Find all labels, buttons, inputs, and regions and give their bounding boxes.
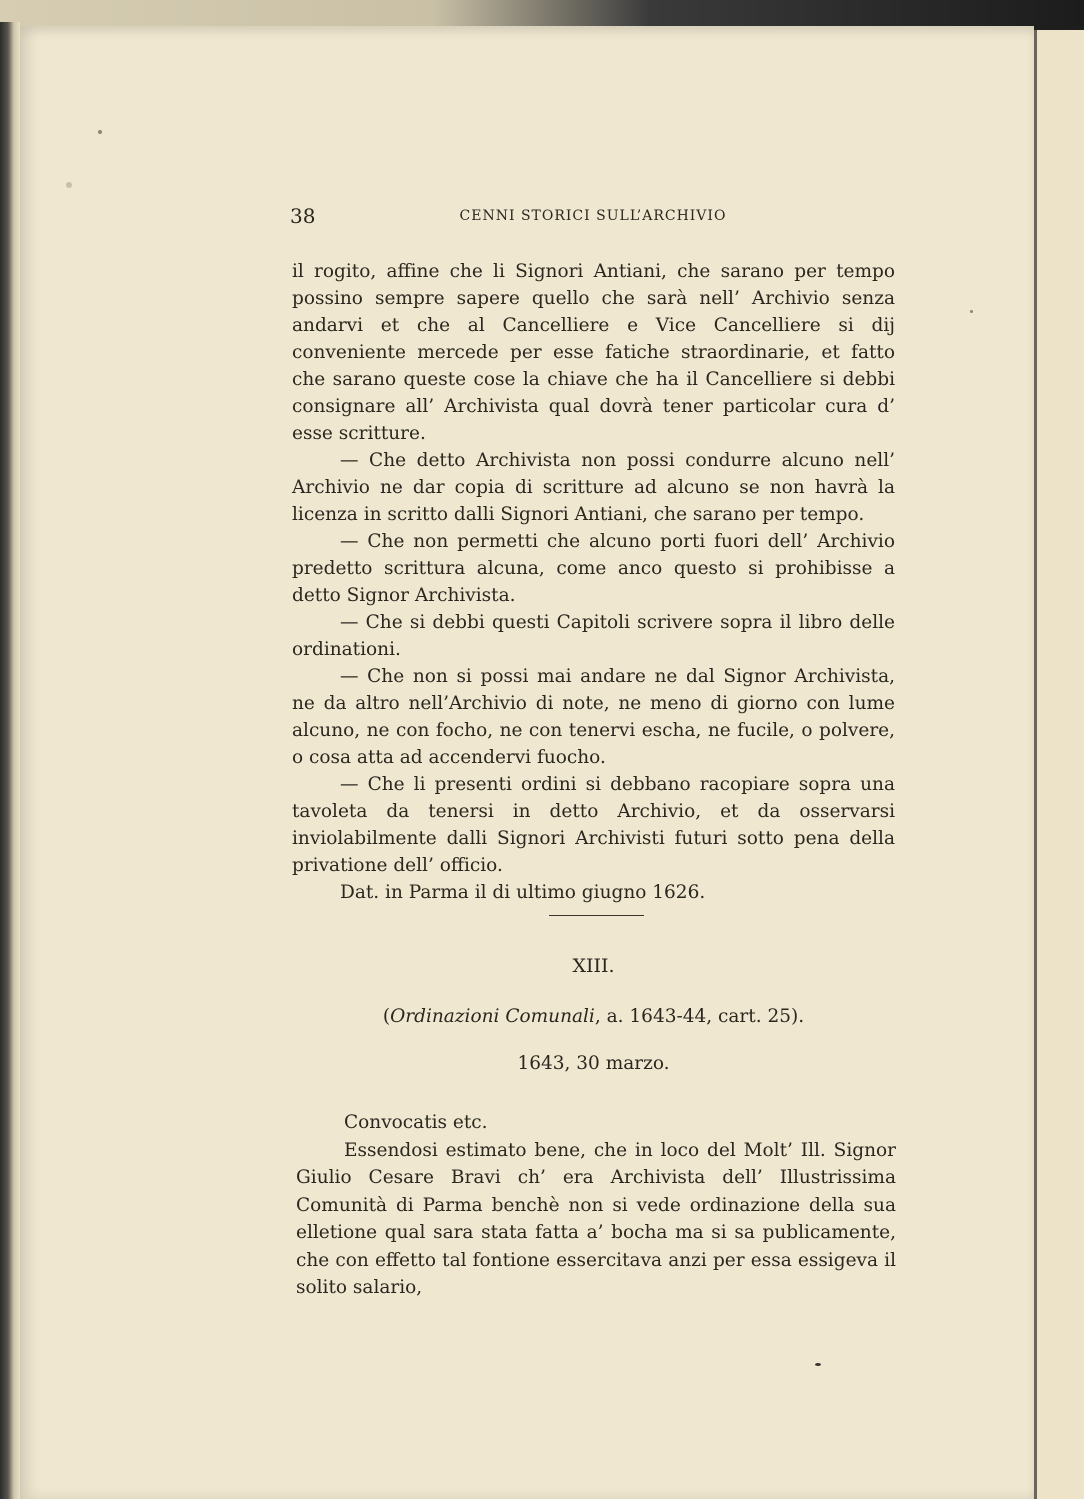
top-background [0,0,1084,26]
paper-speck [815,1363,821,1366]
paragraph: — Che non si possi mai andare ne dal Signor Archivista, ne da altro nell’Archivio di note, ne meno di giorno con lume alcuno, ne con focho, ne con tenervi escha, ne fucile, o polvere, o cosa atta ad accendervi fuocho. [292,666,895,768]
page-number: 38 [290,204,316,228]
paper-speck [66,182,72,188]
next-page-edge [1034,30,1084,1499]
source-open: ( [382,1006,391,1027]
running-head: CENNI STORICI SULL’ARCHIVIO [459,208,727,224]
paragraph: Convocatis etc. [344,1112,488,1133]
source-title: Ordinazioni Comunali [390,1006,595,1027]
paragraph: il rogito, affine che li Signori Antiani, che sarano per tempo possino sempre sapere quello che sarà nell’ Archivio senza andarvi et che al Cancelliere e Vice Cancelliere si dij conveniente mercede per esse fatiche straordinarie, et fatto che sarano queste cose la chiave che ha il Cancelliere si debbi consignare all’ Archivista qual dovrà tener particolar cura d’ esse scritture. [292,261,895,444]
paper-speck [98,130,102,134]
paragraph: — Che si debbi questi Capitoli scrivere sopra il libro delle ordinationi. [292,612,895,660]
paragraph: — Che detto Archivista non possi condurre alcuno nell’ Archivio ne dar copia di scritture ad alcuno se non havrà la licenza in scritto dalli Signori Antiani, che sarano per tempo. [292,450,895,525]
paragraph: — Che non permetti che alcuno porti fuori dell’ Archivio predetto scrittura alcuna, come anco questo si prohibisse a detto Signor Archivista. [292,531,895,606]
binding-edge [0,22,20,1499]
source-detail: , a. 1643-44, cart. 25). [594,1006,805,1027]
paragraph: Essendosi estimato bene, che in loco del Molt’ Ill. Signor Giulio Cesare Bravi ch’ era Archivista dell’ Illustrissima Comunità di Parma benchè non si vede ordinazione della sua elletione qual sara stata fatta a’ bocha ma si sa publicamente, che con effetto tal fontione essercitava anzi per essa essigeva il solito salario, [296,1139,896,1298]
section-b-text [296,1109,896,1302]
section-a-text [292,258,895,906]
paragraph: — Che li presenti ordini si debbano racopiare sopra una tavoleta da tenersi in detto Archivio, et da osservarsi inviolabilmente dalli Signori Archivisti futuri sotto pena della privatione dell’ officio. [292,774,895,876]
paper-speck [970,310,973,313]
date-line: Dat. in Parma il di ultimo giugno 1626. [340,882,706,903]
document-number: XIII. [572,955,615,977]
section-divider [549,915,644,916]
page-header [290,204,896,234]
source-citation [292,1006,895,1027]
document-date: 1643, 30 marzo. [517,1053,670,1074]
